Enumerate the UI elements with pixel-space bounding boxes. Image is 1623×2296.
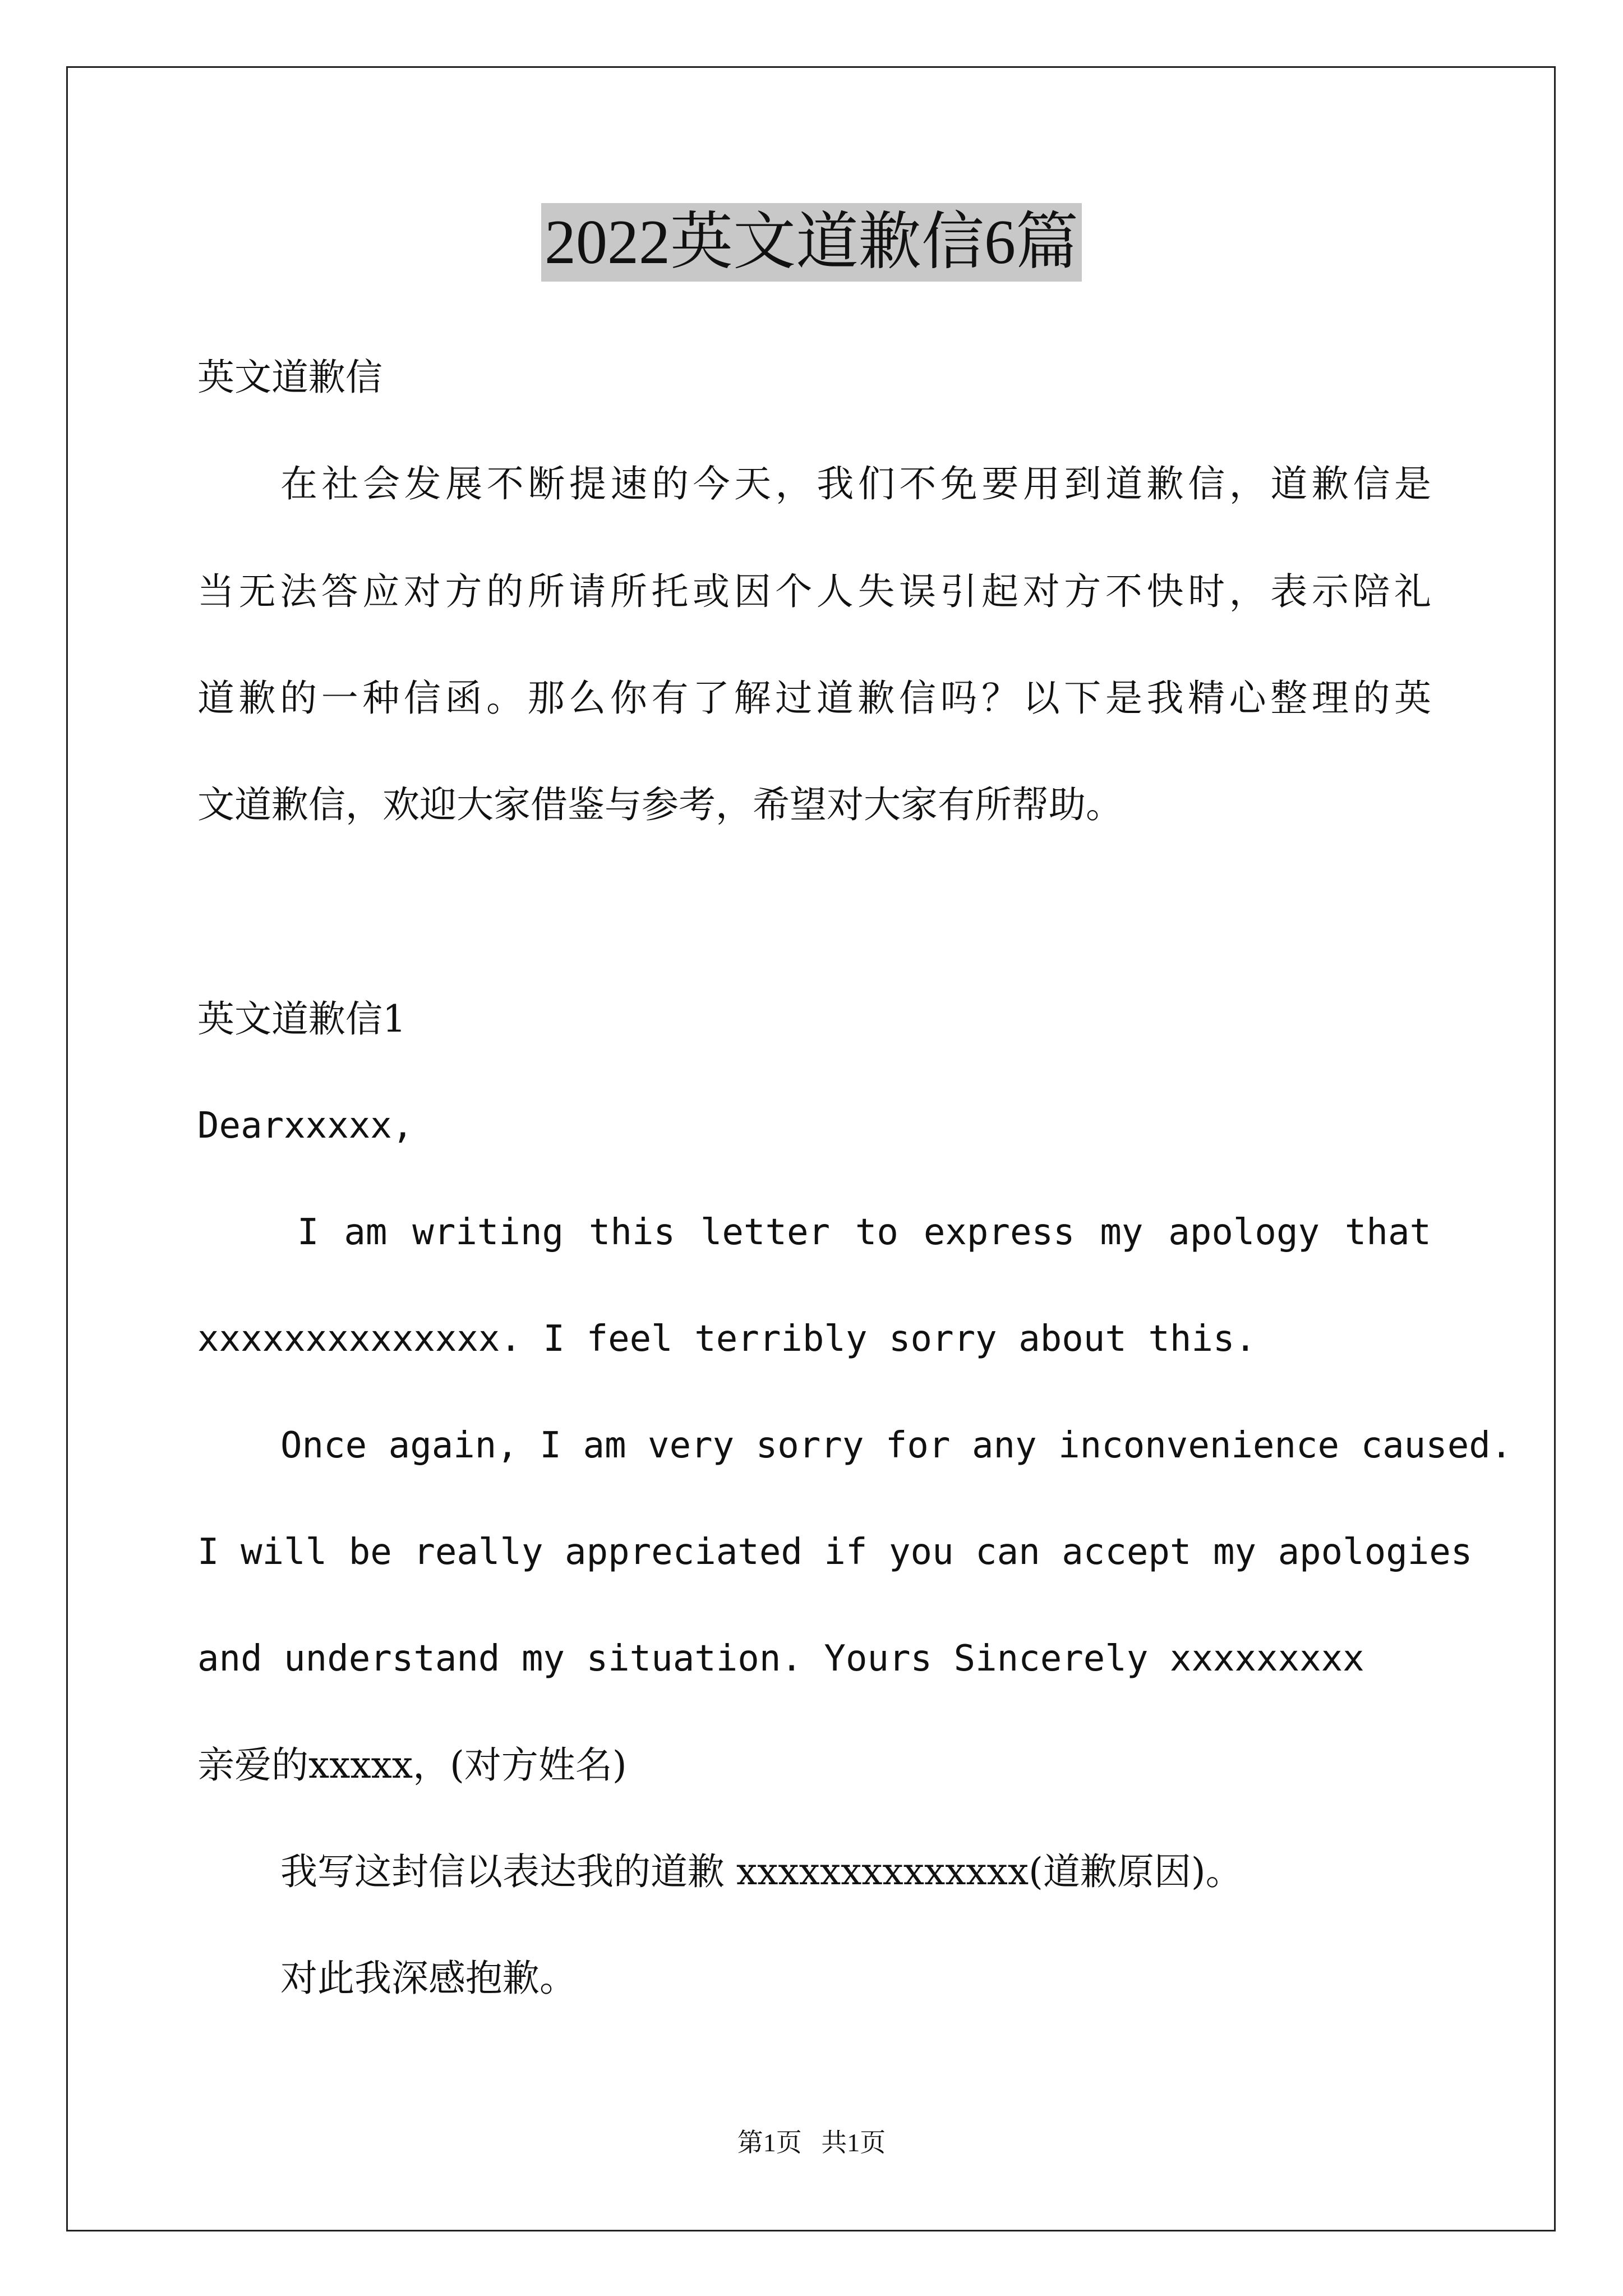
intro-line: 当无法答应对方的所请所托或因个人失误引起对方不快时，表示陪礼 bbox=[197, 570, 1431, 613]
document-title: 2022英文道歉信6篇 bbox=[541, 203, 1082, 282]
salutation-en: Dearxxxxx, bbox=[197, 1105, 414, 1147]
title-container bbox=[0, 203, 1623, 282]
body-en-line: Once again, I am very sorry for any inconvenience caused. bbox=[280, 1425, 1513, 1466]
salutation-cn: 亲爱的xxxxx，(对方姓名) bbox=[197, 1743, 627, 1787]
body-cn-line: 我写这封信以表达我的道歉 xxxxxxxxxxxxxx(道歉原因)。 bbox=[280, 1850, 1243, 1893]
intro-heading: 英文道歉信 bbox=[197, 356, 382, 399]
body-cn-line: 对此我深感抱歉。 bbox=[280, 1957, 577, 2000]
intro-line: 在社会发展不断提速的今天，我们不免要用到道歉信，道歉信是 bbox=[280, 462, 1431, 505]
intro-line: 文道歉信，欢迎大家借鉴与参考，希望对大家有所帮助。 bbox=[197, 783, 1123, 826]
body-en-line: and understand my situation. Yours Sincerely xxxxxxxxx bbox=[197, 1638, 1364, 1680]
page-footer: 第1页 共1页 bbox=[737, 2128, 886, 2157]
intro-line: 道歉的一种信函。那么你有了解过道歉信吗？以下是我精心整理的英 bbox=[197, 677, 1431, 720]
body-en-line: I am writing this letter to express my apology that bbox=[297, 1212, 1431, 1253]
body-en-line: I will be really appreciated if you can accept my apologies bbox=[197, 1531, 1473, 1573]
body-en-line: xxxxxxxxxxxxxx. I feel terribly sorry about this. bbox=[197, 1318, 1257, 1360]
section-heading: 英文道歉信1 bbox=[197, 997, 406, 1041]
